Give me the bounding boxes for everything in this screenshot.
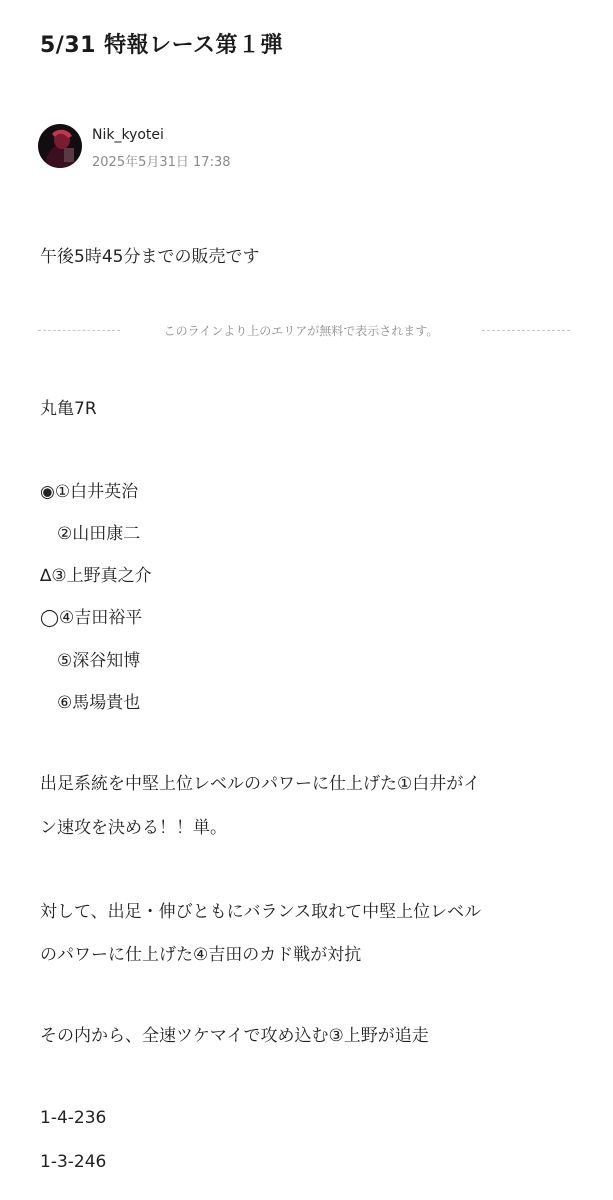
post-date: 2025年5月31日 17:38 <box>92 155 231 170</box>
entry-6: ⑥馬場貴也 <box>57 693 141 713</box>
divider-dash-right <box>482 330 570 331</box>
divider-dash-left <box>38 330 120 331</box>
analysis-line-2: ン速攻を決める！！単。 <box>40 818 227 838</box>
bet-2: 1-3-246 <box>40 1152 107 1172</box>
paywall-divider <box>38 320 570 340</box>
author-avatar[interactable] <box>38 124 82 168</box>
analysis-line-4: のパワーに仕上げた④吉田のカド戦が対抗 <box>40 945 362 965</box>
entry-3: ∆③上野真之介 <box>40 566 152 586</box>
analysis-line-5: その内から、全速ツケマイで攻め込む③上野が追走 <box>40 1026 429 1046</box>
analysis-line-3: 対して、出足・伸びともにバランス取れて中堅上位レベル <box>40 902 482 922</box>
entry-1: ◉①白井英治 <box>40 482 139 502</box>
entry-5: ⑤深谷知博 <box>57 651 141 671</box>
article-title: 5/31 特報レース第１弾 <box>40 33 284 58</box>
author-info[interactable] <box>38 124 438 170</box>
entry-2: ②山田康二 <box>57 524 141 544</box>
paywall-divider-text: このラインより上のエリアが無料で表示されます。 <box>163 324 439 338</box>
race-name: 丸亀7R <box>40 399 97 419</box>
analysis-line-1: 出足系統を中堅上位レベルのパワーに仕上げた①白井がイ <box>40 774 481 794</box>
sale-notice: 午後5時45分までの販売です <box>40 247 260 267</box>
bet-1: 1-4-236 <box>40 1108 107 1128</box>
entry-4: ◯④吉田裕平 <box>40 608 143 628</box>
author-name[interactable]: Nik_kyotei <box>92 127 164 143</box>
